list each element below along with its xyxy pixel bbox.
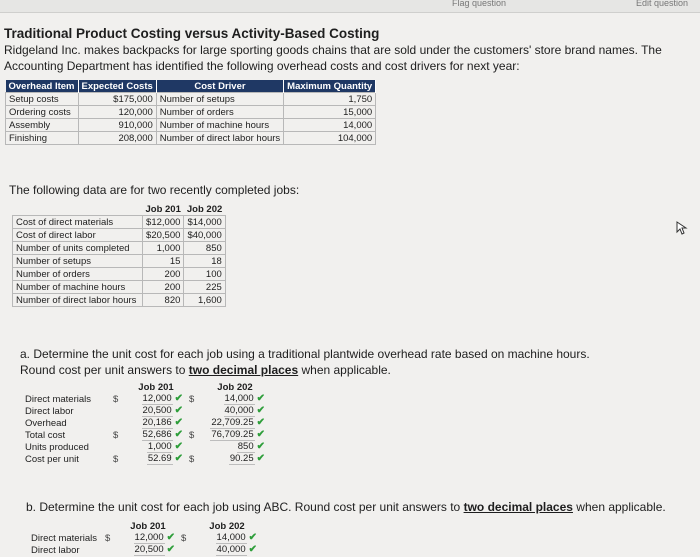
job-201-answer-cell: [126, 429, 186, 441]
part-b-line-1: b. Determine the unit cost for each job using ABC. Round cost per unit answers to: [26, 500, 464, 514]
correct-check-icon: ✔: [256, 417, 265, 428]
job-201-value: 820: [143, 294, 184, 307]
part-b-col-job-202: Job 202: [209, 520, 245, 532]
overhead-table: [5, 80, 376, 145]
part-a-line-1: a. Determine the unit cost for each job using a traditional plantwide overhead rate based on machine hours.: [20, 347, 590, 361]
col-expected-costs: Expected Costs: [78, 80, 156, 93]
part-a-line-2: Round cost per unit answers to: [20, 362, 189, 377]
answer-row-label: Total cost: [25, 429, 66, 441]
currency-symbol: [186, 441, 202, 453]
max-quantity-cell: 14,000: [284, 119, 376, 132]
job-202-answer-cell: [202, 393, 268, 405]
job-201-value: 1,000: [143, 242, 184, 255]
overhead-row: [6, 93, 376, 106]
jobs-row: [13, 216, 226, 229]
answer-row-label: Direct materials: [31, 532, 97, 544]
overhead-item-cell: Setup costs: [6, 93, 79, 106]
job-202-answer-input[interactable]: 40,000: [216, 544, 246, 555]
correct-check-icon: ✔: [248, 544, 257, 555]
currency-symbol: $: [113, 429, 119, 441]
currency-symbol: $: [189, 393, 195, 405]
job-metric-label: Number of machine hours: [13, 281, 143, 294]
job-202-value: 225: [184, 281, 225, 294]
part-a-row: [22, 393, 268, 405]
currency-symbol: $: [113, 393, 119, 405]
part-a-row: [22, 429, 268, 441]
correct-check-icon: ✔: [166, 544, 175, 555]
answer-row-label: Cost per unit: [25, 453, 79, 465]
job-202-answer-cell: [202, 429, 268, 441]
correct-check-icon: ✔: [174, 453, 183, 464]
job-201-answer-input[interactable]: 20,186: [142, 417, 172, 428]
currency-symbol: [186, 405, 202, 417]
currency-symbol: $: [105, 532, 111, 544]
job-202-value: 100: [184, 268, 225, 281]
part-a-row: [22, 441, 268, 453]
job-201-answer-cell: [126, 405, 186, 417]
job-201-value: $12,000: [143, 216, 184, 229]
job-202-answer-input[interactable]: 90.25: [229, 453, 254, 464]
job-202-value: 1,600: [184, 294, 225, 307]
part-b-col-job-201: Job 201: [130, 520, 166, 532]
cost-driver-cell: Number of setups: [156, 93, 283, 106]
job-202-answer-cell: [202, 417, 268, 429]
job-201-answer-input[interactable]: 52.69: [147, 453, 172, 464]
part-a-row: [22, 417, 268, 429]
part-b-question: [26, 500, 686, 516]
currency-symbol: [110, 441, 126, 453]
jobs-row: [13, 268, 226, 281]
correct-check-icon: ✔: [256, 441, 265, 452]
part-a-col-job-202: Job 202: [217, 381, 253, 393]
job-201-answer-input[interactable]: 12,000: [134, 532, 164, 543]
job-201-answer-cell: [126, 393, 186, 405]
job-201-answer-cell: [126, 417, 186, 429]
job-201-answer-cell: [126, 441, 186, 453]
correct-check-icon: ✔: [166, 532, 175, 543]
currency-symbol: [110, 417, 126, 429]
job-202-answer-cell: [194, 544, 260, 556]
max-quantity-cell: 1,750: [284, 93, 376, 106]
correct-check-icon: ✔: [256, 453, 265, 464]
part-a-row: [22, 405, 268, 417]
job-201-answer-input[interactable]: 20,500: [134, 544, 164, 555]
job-202-value: $40,000: [184, 229, 225, 242]
job-202-answer-input[interactable]: 850: [237, 441, 254, 452]
flag-question-link[interactable]: Flag question: [452, 0, 507, 8]
job-202-answer-cell: [202, 441, 268, 453]
correct-check-icon: ✔: [256, 393, 265, 404]
job-metric-label: Number of orders: [13, 268, 143, 281]
expected-cost-cell: 120,000: [78, 106, 156, 119]
overhead-row: [6, 106, 376, 119]
currency-symbol: $: [113, 453, 119, 465]
answer-row-label: Direct labor: [25, 405, 74, 417]
currency-symbol: $: [189, 429, 195, 441]
job-202-value: 850: [184, 242, 225, 255]
job-201-value: 200: [143, 268, 184, 281]
currency-symbol: [186, 417, 202, 429]
job-201-value: $20,500: [143, 229, 184, 242]
job-202-answer-cell: [194, 532, 260, 544]
cost-driver-cell: Number of direct labor hours: [156, 132, 283, 145]
job-201-answer-input[interactable]: 12,000: [142, 393, 172, 404]
answer-row-label: Direct materials: [25, 393, 91, 405]
mouse-pointer-icon: [676, 221, 688, 235]
answer-row-label: Units produced: [25, 441, 89, 453]
part-b-emphasis: two decimal places: [463, 500, 573, 514]
edit-question-link[interactable]: Edit question: [636, 0, 689, 8]
expected-cost-cell: 910,000: [78, 119, 156, 132]
correct-check-icon: ✔: [174, 393, 183, 404]
correct-check-icon: ✔: [174, 405, 183, 416]
job-metric-label: Number of setups: [13, 255, 143, 268]
job-201-answer-input[interactable]: 20,500: [142, 405, 172, 416]
part-a-emphasis: two decimal places: [188, 362, 299, 377]
jobs-row: [13, 242, 226, 255]
job-201-answer-input[interactable]: 1,000: [147, 441, 172, 452]
job-202-answer-cell: [202, 405, 268, 417]
job-202-answer-cell: [202, 453, 268, 465]
col-max-quantity: Maximum Quantity: [284, 80, 376, 93]
part-b-line-2: when applicable.: [572, 500, 666, 514]
cost-driver-cell: Number of machine hours: [156, 119, 283, 132]
jobs-row: [13, 255, 226, 268]
jobs-row: [13, 229, 226, 242]
job-202-answer-input[interactable]: 22,709.25: [211, 417, 254, 428]
expected-cost-cell: 208,000: [78, 132, 156, 145]
currency-symbol: [178, 544, 194, 556]
part-b-row: [28, 532, 260, 544]
job-201-value: 15: [143, 255, 184, 268]
currency-symbol: [110, 405, 126, 417]
currency-symbol: $: [181, 532, 187, 544]
jobs-row: [13, 281, 226, 294]
overhead-item-cell: Finishing: [6, 132, 79, 145]
job-202-answer-input[interactable]: 14,000: [216, 532, 246, 543]
correct-check-icon: ✔: [256, 429, 265, 440]
job-202-answer-input[interactable]: 14,000: [224, 393, 254, 404]
job-201-answer-input[interactable]: 52,686: [142, 429, 172, 440]
job-metric-label: Cost of direct labor: [13, 229, 143, 242]
job-metric-label: Number of units completed: [13, 242, 143, 255]
col-cost-driver: Cost Driver: [156, 80, 283, 93]
job-metric-label: Cost of direct materials: [13, 216, 143, 229]
job-202-value: 18: [184, 255, 225, 268]
correct-check-icon: ✔: [256, 405, 265, 416]
part-a-col-job-201: Job 201: [138, 381, 174, 393]
correct-check-icon: ✔: [174, 417, 183, 428]
overhead-item-cell: Ordering costs: [6, 106, 79, 119]
job-202-value: $14,000: [184, 216, 225, 229]
correct-check-icon: ✔: [174, 441, 183, 452]
currency-symbol: [102, 544, 118, 556]
answer-row-label: Overhead: [25, 417, 67, 429]
correct-check-icon: ✔: [248, 532, 257, 543]
part-a-question: [20, 347, 680, 378]
currency-symbol: $: [189, 453, 195, 465]
job-201-answer-cell: [118, 532, 178, 544]
correct-check-icon: ✔: [174, 429, 183, 440]
overhead-row: [6, 119, 376, 132]
part-a-row: [22, 453, 268, 465]
max-quantity-cell: 104,000: [284, 132, 376, 145]
overhead-item-cell: Assembly: [6, 119, 79, 132]
part-b-row: [28, 544, 260, 556]
part-a-answer-table: [22, 381, 268, 465]
job-201-answer-cell: [126, 453, 186, 465]
job-202-answer-input[interactable]: 76,709.25: [211, 429, 254, 440]
page-title: Traditional Product Costing versus Activity-Based Costing: [4, 26, 380, 41]
overhead-row: [6, 132, 376, 145]
answer-row-label: Direct labor: [31, 544, 80, 556]
jobs-row: [13, 294, 226, 307]
col-overhead-item: Overhead Item: [6, 80, 79, 93]
job-metric-label: Number of direct labor hours: [13, 294, 143, 307]
jobs-table: [12, 203, 226, 307]
col-job-201: Job 201: [145, 203, 181, 215]
expected-cost-cell: $175,000: [78, 93, 156, 106]
max-quantity-cell: 15,000: [284, 106, 376, 119]
job-201-answer-cell: [118, 544, 178, 556]
jobs-intro: The following data are for two recently completed jobs:: [9, 183, 300, 197]
job-202-answer-input[interactable]: 40,000: [224, 405, 254, 416]
part-b-answer-table: [28, 520, 260, 556]
job-201-value: 200: [143, 281, 184, 294]
cost-driver-cell: Number of orders: [156, 106, 283, 119]
intro-text: Ridgeland Inc. makes backpacks for large sporting goods chains that are sold under the customers' store brand names. The Accounting Department has identified the following overhead costs and cost drivers for next year:: [4, 43, 662, 73]
top-toolbar: [0, 0, 700, 13]
col-job-202: Job 202: [186, 203, 223, 215]
part-a-line-3: when applicable.: [298, 362, 391, 377]
